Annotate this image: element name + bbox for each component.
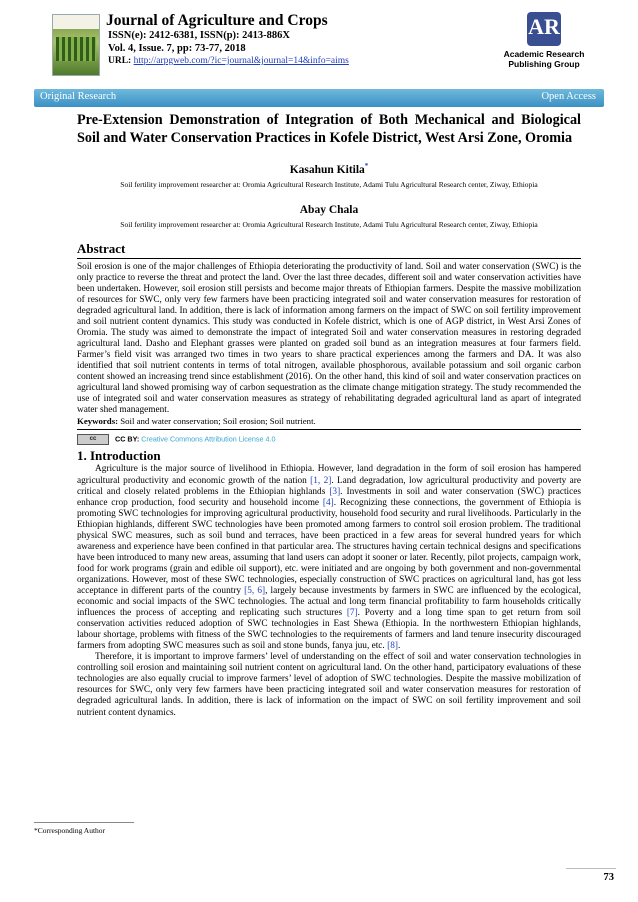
journal-url-label: URL: xyxy=(108,56,132,66)
corresponding-author-footnote: *Corresponding Author xyxy=(34,826,106,835)
citation-link[interactable]: [7] xyxy=(346,608,358,619)
intro-text-segment: . Investments in soil and water conservation (SWC) practices enhance crop production, food security and household income xyxy=(77,486,582,508)
intro-text-segment: Agriculture is the major source of livelihood in Ethiopia. However, land degradation in the form of soil erosion has hampered agricultural productivity and economic growth of the nation xyxy=(77,464,581,486)
author-2-name: Abay Chala xyxy=(299,203,359,216)
citation-link[interactable]: [1, 2] xyxy=(310,475,332,486)
journal-url-link[interactable]: http://arpgweb.com/?ic=journal&journal=14&info=aims xyxy=(133,56,349,66)
license-link[interactable]: Creative Commons Attribution License 4.0 xyxy=(141,434,276,444)
author-2-affiliation: Soil fertility improvement researcher at: Oromia Agricultural Research Institute, Adami Tulu Agricultural Research center, Ziway, Ethiopia xyxy=(120,219,538,229)
journal-issn: ISSN(e): 2412-6381, ISSN(p): 2413-886X xyxy=(108,30,291,41)
page-number: 73 xyxy=(603,872,614,883)
article-content xyxy=(77,111,581,719)
banner-original-research: Original Research xyxy=(40,91,117,102)
intro-text-segment: . Poverty and a long time span to get return from soil conservation activities reduced adoption of SWC technologies in East Shewa (Ethiopia. In the northwestern Ethiopian highlands, labour shortage, problems with fitness of the SWC technologies to the requirements of farmers and land tenure insecurity discouraged farmers from adopting SWC measures such as soil and stone bunds, fanya juu, etc. xyxy=(77,608,581,652)
keywords-text: Soil and water conservation; Soil erosion; Soil nutrient. xyxy=(120,416,316,427)
author-1-affiliation: Soil fertility improvement researcher at: Oromia Agricultural Research Institute, Adami Tulu Agricultural Research center, Ziway, Ethiopia xyxy=(120,179,538,189)
license-line xyxy=(77,434,581,445)
article-type-banner xyxy=(34,89,604,107)
license-prefix: CC BY: xyxy=(115,434,140,444)
intro-text-segment: . Land degradation, low agricultural productivity and poverty are critical and closely related problems in the Ethiopian highlands xyxy=(77,475,582,497)
journal-header xyxy=(52,12,604,82)
abstract-text: Soil erosion is one of the major challenges of Ethiopia deteriorating the productivity of land. Soil and water conservation (SWC) is the only practice to reverse the threat and protect the land. Over the last three decades, different soil and water conservation activities have been undertaken. However, soil erosion still persists and become major threats of Ethiopian farmers. Despite the massive mobilization of resources for SWC, only very few farmers have been practicing integrated soil and water conservation measures for restoration of degraded agricultural land. In addition, there is lack of information among farmers on the impact of SWC on soil fertility improvement and soil nutrient content dynamics. This study was conducted in Kofele district, which is one of AGP district, in West Arsi Zones of Oromia. The study was aimed to demonstrate the impact of integrated Soil and water conservation measures in restoring degraded agricultural land. Dasho and Elephant grasses were planted on graded soil bund as an integration measures at four farmers field. Farmer’s field visit was arranged two times in two years to share practical experiences among the farmers and DA. It was also identified that soil nutrient contents in terms of total nitrogen, available phosphorous, available potassium and soil organic carbon content showed an increasing trend since establishment (2016). On the other hand, this kind of soil and water conservation practices on agricultural land showed promising way of carbon sequestration as the climate change mitigation strategy. The study recommended the use of integrated soil and water conservation measures as strategy of rehabilitating degraded agricultural land as apart of integrated water shed management. xyxy=(77,261,581,416)
publisher-logo-icon: AR xyxy=(527,12,561,46)
journal-cover-image xyxy=(52,14,100,76)
intro-text-segment: . Recognizing these connections, the government of Ethiopia is promoting SWC technologies for improving agricultural productivity, household food security and rural livelihoods. Particularly in the Ethiopian highlands, different SWC technologies have been promoted among farmers to control soil erosion problem. The traditional physical SWC measures, such as soil bund and terraces, have been practiced in a few areas for several hundred years for which awareness and experience have been confined in that particular area. The structures having certain technical designs and specifications have been introduced to many new areas, assuming that land users can adopt it sooner or later. Recently, pilot projects, campaign work, food for work programs (grain and edible oil support), etc. were initiated and are ongoing by both government and non-governmental organizations. However, most of these SWC technologies, especially construction of SWC practices on agricultural land, has got less acceptance in different parts of the country xyxy=(77,497,581,596)
intro-text-segment: . xyxy=(397,641,401,652)
introduction-paragraph-2: Therefore, it is important to improve farmers’ level of understanding on the effect of soil and water conservation technologies in controlling soil erosion and maintaining soil nutrient content on agricultural land. On the other hand, participatory evaluations of these technologies are also equally crucial to improve farmers’ level of adoption of SWC technologies. Despite the massive mobilization of resources for SWC, only very few farmers have been practicing integrated soil and water conservation measures for restoration of degraded agricultural lands. In addition, there is lack of information on the impact of SWC on soil fertility improvement and soil nutrient content dynamics. xyxy=(77,652,581,718)
keywords-line xyxy=(77,416,581,430)
publisher-name: Academic Research Publishing Group xyxy=(503,49,585,69)
author-1-name: Kasahun Kitila xyxy=(289,163,365,176)
journal-info xyxy=(106,12,436,67)
journal-title: Journal of Agriculture and Crops xyxy=(106,12,328,29)
corresponding-mark[interactable]: * xyxy=(364,162,369,170)
author-2 xyxy=(77,203,581,217)
intro-text-segment: , largely because investments by farmers in SWC are influenced by the ecological, economic and social impacts of the SWC technologies. The actual and long term financial profitability to farm households critically influences the process of accepting and replicating such structures xyxy=(77,586,581,619)
citation-link[interactable]: [8] xyxy=(387,641,398,652)
citation-link[interactable]: [4] xyxy=(322,497,334,508)
creative-commons-icon: cc xyxy=(77,434,109,445)
author-1 xyxy=(77,159,581,177)
footnote-divider xyxy=(34,822,134,823)
journal-url-line xyxy=(108,55,436,67)
citation-link[interactable]: [3] xyxy=(329,486,341,497)
publisher-block xyxy=(484,12,604,69)
banner-open-access: Open Access xyxy=(541,91,596,102)
paper-title: Pre-Extension Demonstration of Integration of Both Mechanical and Biological Soil and Water Conservation Practices in Kofele District, West Arsi Zone, Oromia xyxy=(77,112,581,146)
introduction-paragraph-1 xyxy=(77,464,581,652)
abstract-heading: Abstract xyxy=(77,241,581,259)
page-number-divider xyxy=(566,868,616,869)
keywords-label: Keywords: xyxy=(77,416,119,427)
cover-field-picture xyxy=(56,37,96,61)
journal-issue: Vol. 4, Issue. 7, pp: 73-77, 2018 xyxy=(108,42,246,54)
introduction-heading: 1. Introduction xyxy=(77,448,161,464)
cover-title-band xyxy=(53,15,99,29)
citation-link[interactable]: [5, 6] xyxy=(244,586,266,596)
